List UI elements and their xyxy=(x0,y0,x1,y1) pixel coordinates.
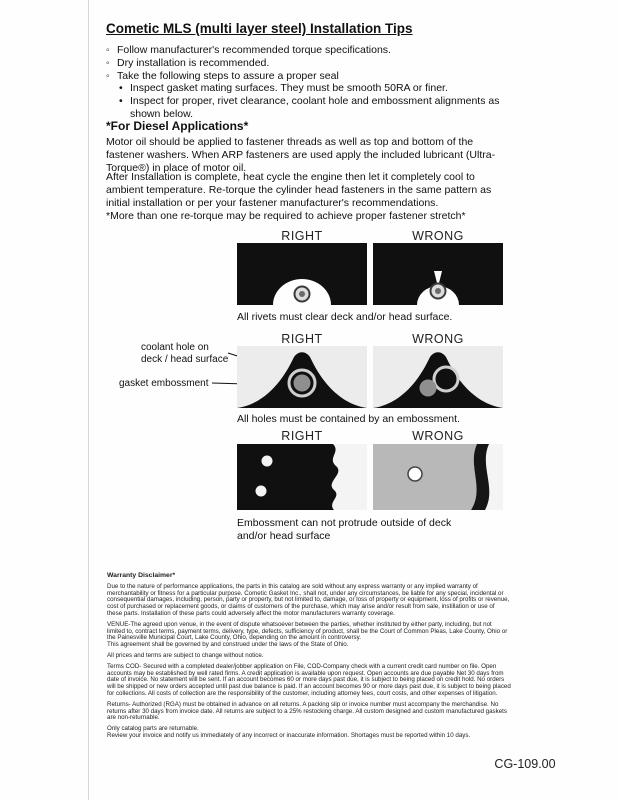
fig3-wrong-illustration xyxy=(373,444,503,510)
legal-venue-paragraph: VENUE-The agreed upon venue, in the event of dispute whatsoever between the parties, whether instituted by either party, including, but not limited to, contract terms, payment terms, delivery, type, defects, sufficiency of product, shall be the Court of Common Pleas, Lake County, Ohio or the Painesville Municipal Court, Lake County, Ohio, depending on the amount in controversy. xyxy=(107,620,508,642)
hole-not-contained-wrong-icon xyxy=(373,346,503,408)
fig1-wrong-illustration xyxy=(373,243,503,305)
diesel-paragraph-retorque-note: *More than one re-torque may be required to achieve proper fastener stretch* xyxy=(106,210,466,222)
embossment-protrude-wrong-icon xyxy=(373,444,503,510)
page-edge-line xyxy=(88,0,89,800)
tip-sub-item xyxy=(119,95,526,121)
diesel-applications-heading: *For Diesel Applications* xyxy=(106,119,249,133)
bullet-text: Inspect gasket mating surfaces. They must be smooth 50RA or finer. xyxy=(130,82,448,95)
diesel-paragraph-motor-oil: Motor oil should be applied to fastener threads as well as top and bottom of the fastener washers. When ARP fasteners are used apply the included lubricant (Ultra-Torque®) in place of motor oil. xyxy=(106,136,496,174)
fig3-caption: Embossment can not protrude outside of deck and/or head surface xyxy=(237,517,452,542)
hole-contained-right-icon xyxy=(237,346,367,408)
fig3-wrong-label: WRONG xyxy=(412,429,464,443)
tip-item xyxy=(106,57,526,70)
fig1-right-illustration xyxy=(237,243,367,305)
warranty-disclaimer-heading: Warranty Disclaimer* xyxy=(107,572,176,579)
legal-returns-paragraph: Returns- Authorized (RGA) must be obtained in advance on all returns. A packing slip or invoice number must accompany the merchandise. No returns after 30 days from invoice date. All returns are subject to a 25% restocking charge. All custom designed and custom manufactured gaskets are non-returnable. xyxy=(107,700,507,722)
rivet-clear-right-icon xyxy=(237,243,367,305)
legal-warranty-paragraph: Due to the nature of performance applications, the parts in this catalog are sold without any express warranty or any implied warranty of merchantability or fitness for a particular purpose. Cometic Gasket Inc., shall not, under any circumstances, be liable for any special, incidental or consequential damages, including, person, party or property, but not limited to, damage, or loss of property or equipment, loss of profits or revenue, cost of purchased or replacement goods, or claims of customers of the purchase, which may arise and/or result from sale, instillation or use of these parts. Installation of these parts could adversely affect the motor manufacturers warranty coverage. xyxy=(107,582,510,617)
bullet-marker: • xyxy=(119,95,123,108)
diesel-paragraph-heat-cycle: After Installation is complete, heat cycle the engine then let it completely cool to ambient temperature. Re-torque the cylinder head fasteners in the same pattern as initial installation or per your fastener manufacturer's recommendations. xyxy=(106,171,492,209)
embossment-inside-right-icon xyxy=(237,444,367,510)
legal-governed-paragraph: This agreement shall be governed by and construed under the laws of the State of Ohio. xyxy=(107,641,349,649)
bullet-marker: ◦ xyxy=(106,69,110,82)
bullet-marker: • xyxy=(119,82,123,95)
legal-prices-paragraph: All prices and terms are subject to change without notice. xyxy=(107,651,264,659)
fig3-right-label: RIGHT xyxy=(281,429,323,443)
fig2-wrong-label: WRONG xyxy=(412,332,464,346)
coolant-hole-annotation-line2: deck / head surface xyxy=(141,353,229,365)
page-title: Cometic MLS (multi layer steel) Installation Tips xyxy=(106,21,413,36)
tip-sub-item xyxy=(119,82,526,95)
legal-catalog-paragraph: Only catalog parts are returnable. xyxy=(107,725,199,733)
tips-list xyxy=(106,44,526,121)
fig2-right-illustration xyxy=(237,346,367,408)
fig3-right-illustration xyxy=(237,444,367,510)
fig1-wrong-label: WRONG xyxy=(412,229,464,243)
fig2-caption: All holes must be contained by an embossment. xyxy=(237,413,460,425)
fig2-right-label: RIGHT xyxy=(281,332,323,346)
fig2-wrong-illustration xyxy=(373,346,503,408)
tip-item xyxy=(106,44,526,57)
bullet-marker: ◦ xyxy=(106,44,110,56)
coolant-hole-annotation-line1: coolant hole on xyxy=(141,342,209,353)
gasket-embossment-annotation: gasket embossment xyxy=(119,378,209,389)
bullet-text: Follow manufacturer's recommended torque specifications. xyxy=(117,44,391,56)
bullet-text: Take the following steps to assure a proper seal xyxy=(117,69,339,82)
legal-terms-paragraph: Terms COD- Secured with a completed dealer/jobber application on File, COD-Company check with a current credit card number on file. Open accounts may be established by well rated firms. A credit application is available upon request. Open accounts are due payable Net 30 days from date of invoice. No statement will be sent. If an account becomes 60 or more days past due, it is subject to being placed on credit hold. No orders will be shipped or new orders accepted until past due balance is paid. If an account becomes 90 or more days past due, it is subject to being placed for collections. All costs of collection are the responsibility of the customer, including attorney fees, court costs, and other expenses of litigation. xyxy=(107,662,511,697)
document-number: CG-109.00 xyxy=(494,757,556,771)
bullet-text: Dry installation is recommended. xyxy=(117,56,270,69)
fig1-caption: All rivets must clear deck and/or head surface. xyxy=(237,311,453,323)
bullet-text: Inspect for proper, rivet clearance, coolant hole and embossment alignments as shown below. xyxy=(130,95,500,120)
rivet-interfere-wrong-icon xyxy=(373,243,503,305)
legal-block xyxy=(107,573,511,740)
fig1-right-label: RIGHT xyxy=(281,229,323,243)
legal-invoice-paragraph: Review your invoice and notify us immediately of any incorrect or inaccurate information. Shortages must be reported within 10 days. xyxy=(107,731,471,739)
tip-item xyxy=(106,70,526,83)
bullet-marker: ◦ xyxy=(106,56,110,69)
